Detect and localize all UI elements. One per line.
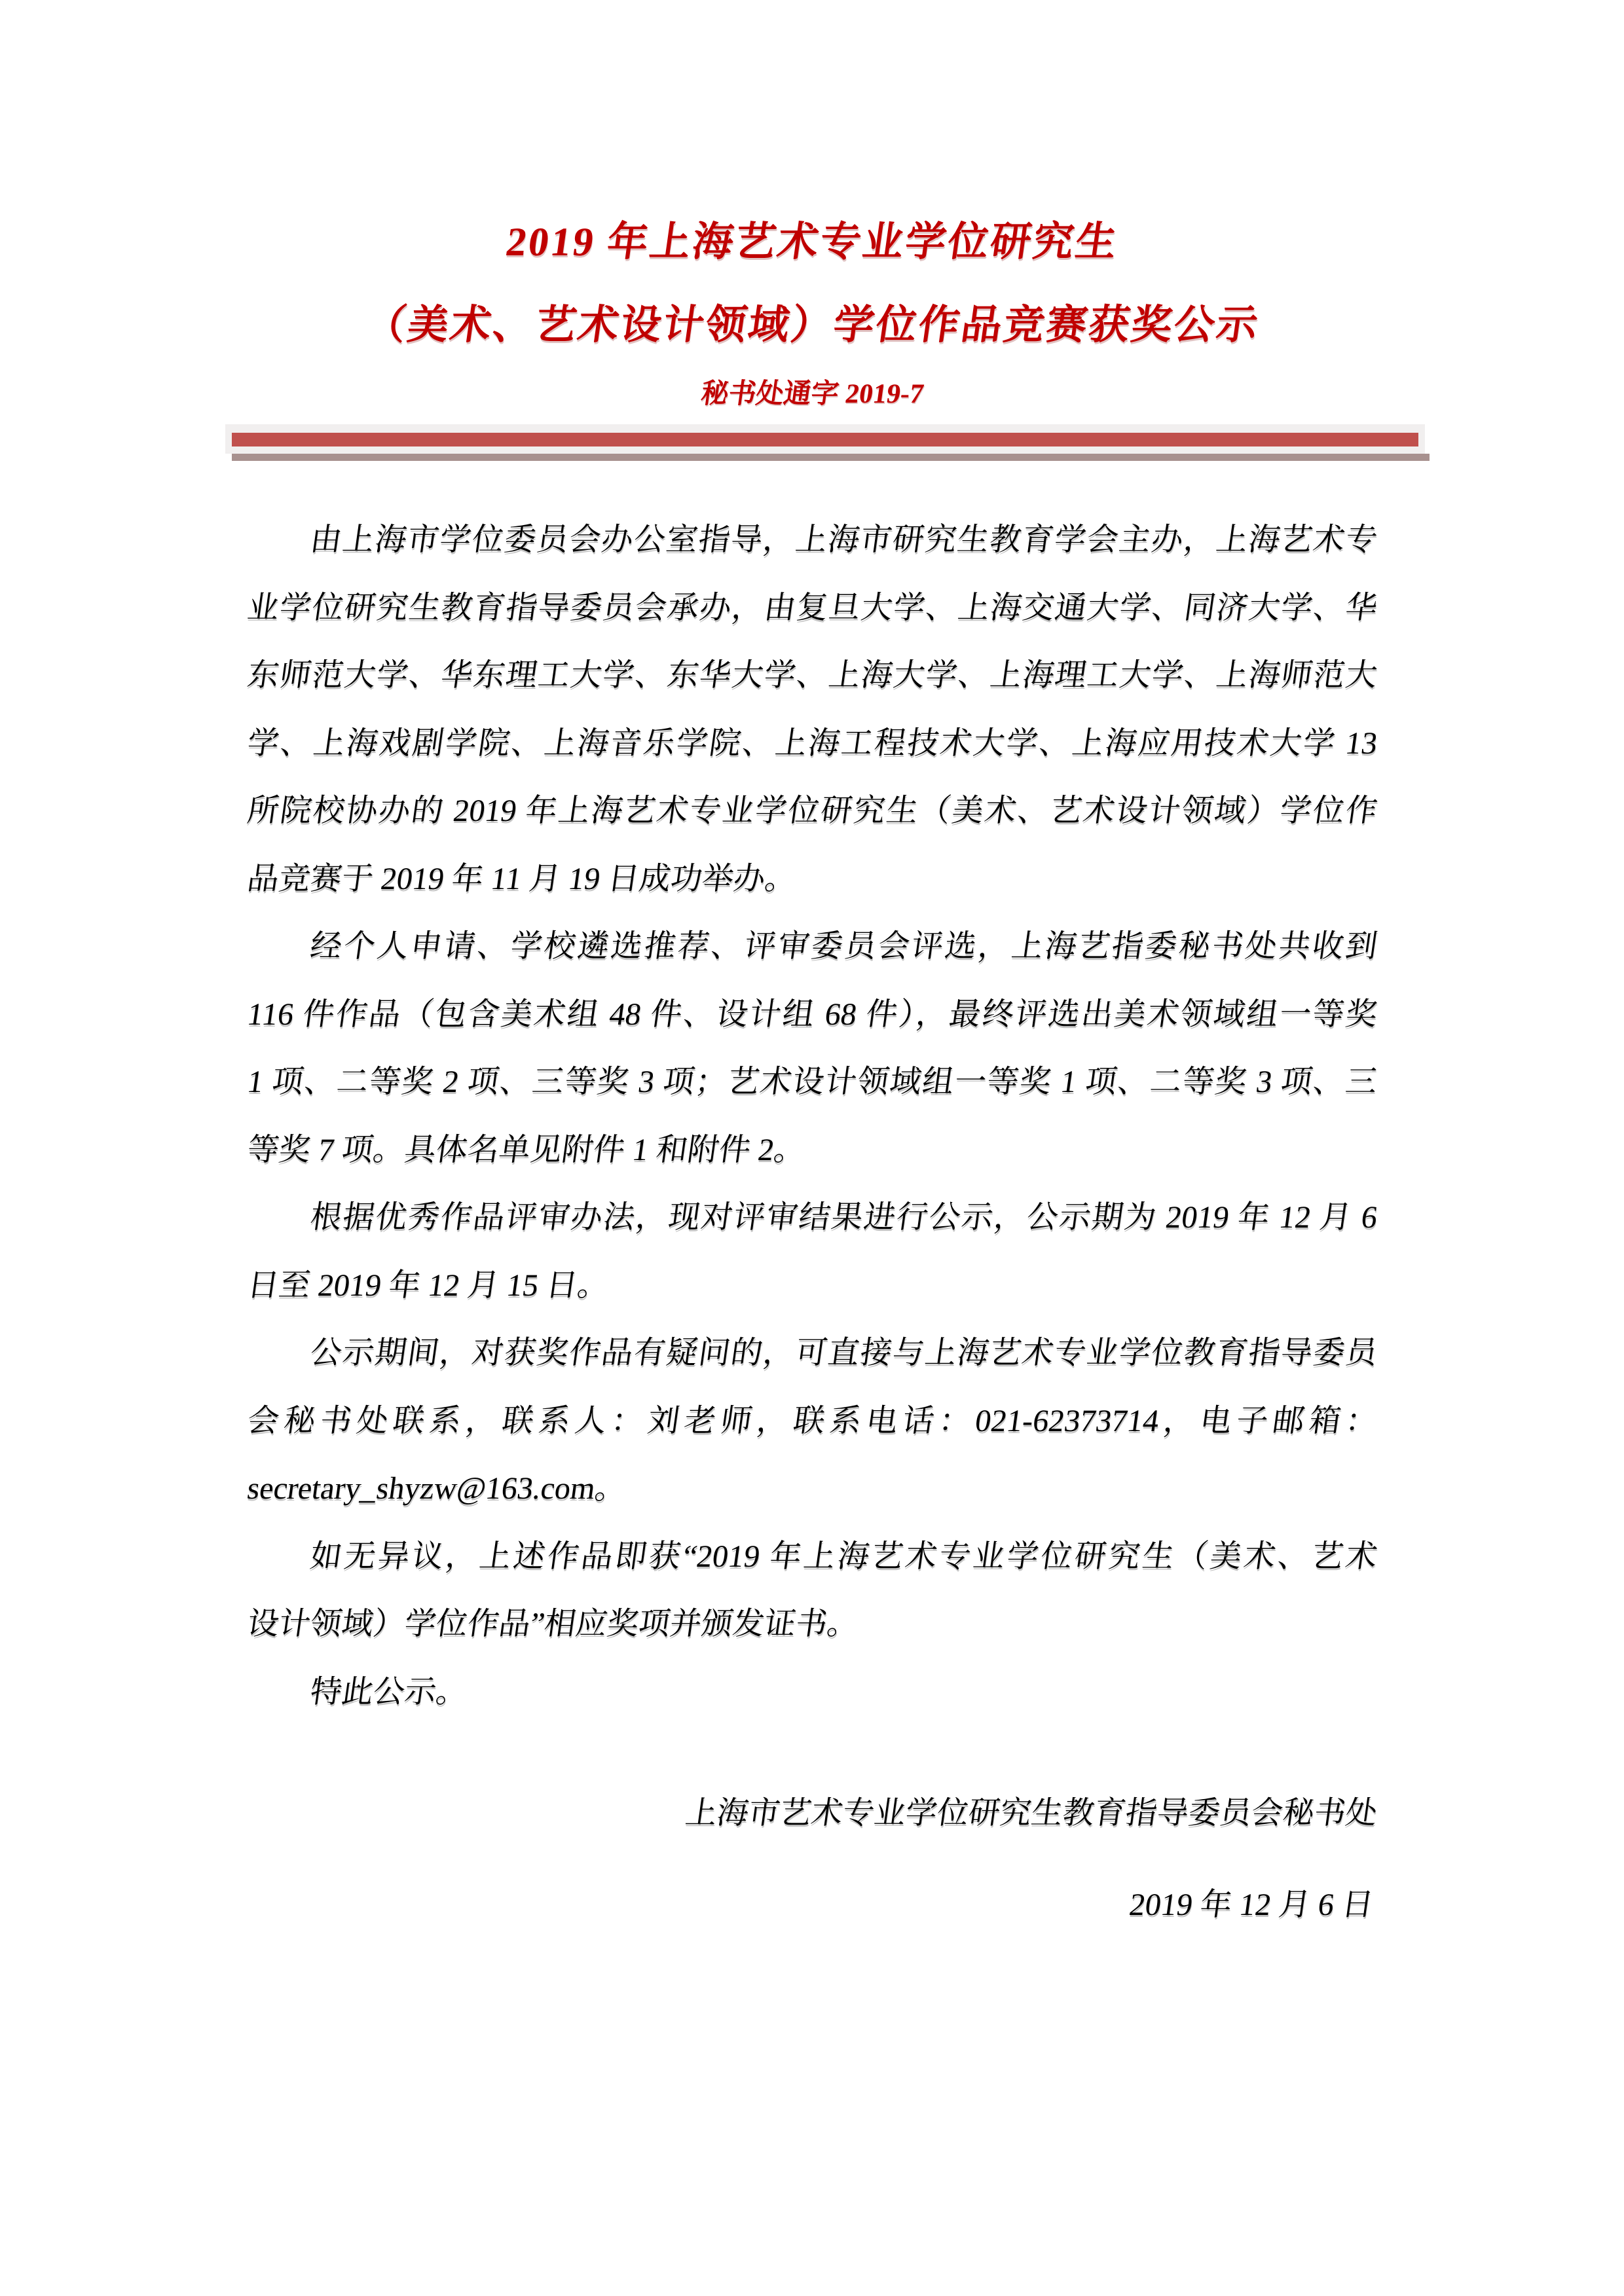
- body-line: 公示期间，对获奖作品有疑问的，可直接与上海艺术专业学位教育指导委员: [308, 1336, 1380, 1370]
- body-line: secretary_shyzw@163.com。: [245, 1471, 629, 1506]
- body-text: [245, 506, 1380, 1726]
- body-line: 品竞赛于 2019 年 11 月 19 日成功举办。: [245, 861, 799, 896]
- body-line: 所院校协办的 2019 年上海艺术专业学位研究生（美术、艺术设计领域）学位作: [245, 793, 1380, 828]
- body-line: 设计领域）学位作品”相应奖项并颁发证书。: [245, 1607, 862, 1641]
- divider-red-bar: [232, 433, 1418, 446]
- body-line: 116 件作品（包含美术组 48 件、设计组 68 件），最终评选出美术领域组一等奖: [245, 996, 1380, 1032]
- signature-org: 上海市艺术专业学位研究生教育指导委员会秘书处: [683, 1796, 1380, 1831]
- body-line: 特此公示。: [308, 1674, 470, 1709]
- body-line: 根据优秀作品评审办法，现对评审结果进行公示，公示期为 2019 年 12 月 6: [308, 1200, 1380, 1235]
- title-line-2: （美术、艺术设计领域）学位作品竞赛获奖公示: [362, 303, 1263, 348]
- body-line: 由上海市学位委员会办公室指导，上海市研究生教育学会主办，上海艺术专: [308, 522, 1380, 557]
- body-line: 业学位研究生教育指导委员会承办，由复旦大学、上海交通大学、同济大学、华: [245, 590, 1380, 625]
- doc-number: 秘书处通字 2019-7: [699, 379, 926, 409]
- body-line: 东师范大学、华东理工大学、东华大学、上海大学、上海理工大学、上海师范大: [245, 658, 1380, 693]
- body-line: 学、上海戏剧学院、上海音乐学院、上海工程技术大学、上海应用技术大学 13: [245, 725, 1380, 761]
- body-line: 日至 2019 年 12 月 15 日。: [245, 1267, 612, 1303]
- body-line: 如无异议，上述作品即获“2019 年上海艺术专业学位研究生（美术、艺术: [308, 1539, 1380, 1574]
- title-line-1: 2019 年上海艺术专业学位研究生: [503, 220, 1122, 264]
- divider-rule-shadow: [232, 454, 1430, 461]
- body-line: 会秘书处联系，联系人：刘老师，联系电话：021-62373714，电子邮箱：: [245, 1403, 1380, 1438]
- signature-date: 2019 年 12 月 6 日: [1127, 1887, 1376, 1922]
- body-line: 经个人申请、学校遴选推荐、评审委员会评选，上海艺指委秘书处共收到: [308, 929, 1380, 964]
- body-line: 1 项、二等奖 2 项、三等奖 3 项；艺术设计领域组一等奖 1 项、二等奖 3 项、三: [245, 1065, 1380, 1099]
- signature-block: [248, 1768, 1380, 1951]
- divider-rule: [225, 424, 1425, 454]
- body-line: 等奖 7 项。具体名单见附件 1 和附件 2。: [245, 1132, 808, 1167]
